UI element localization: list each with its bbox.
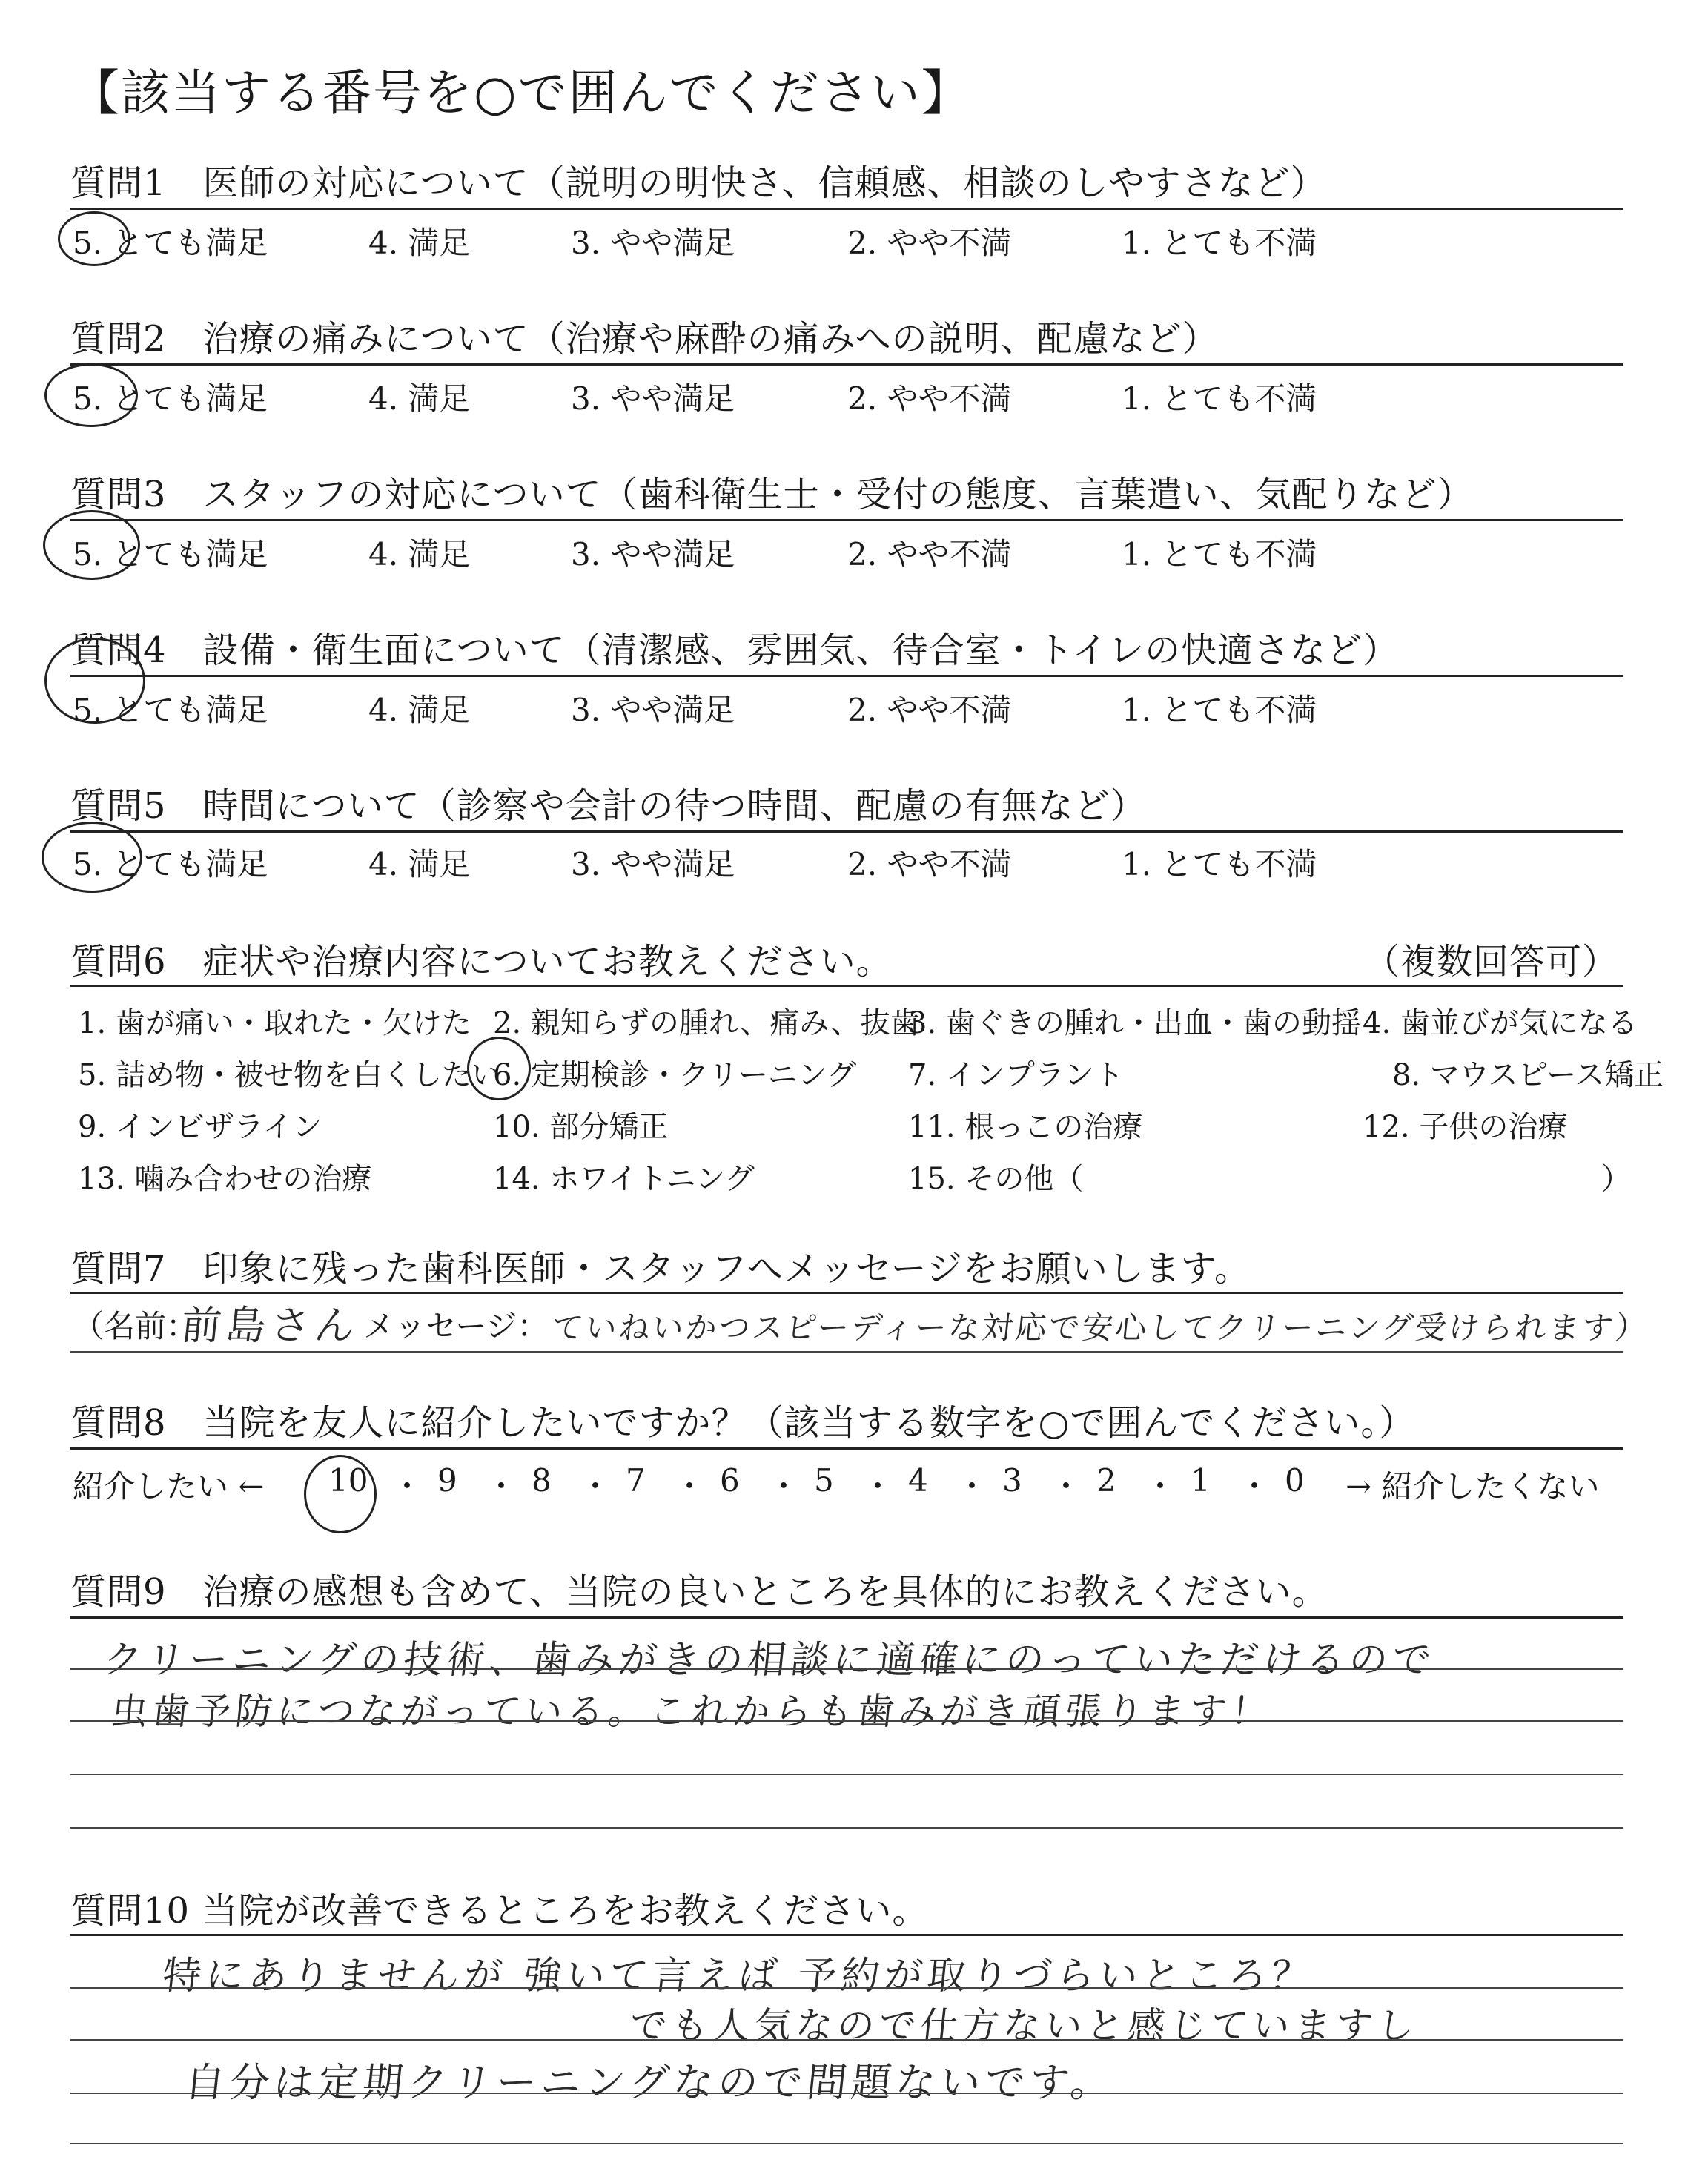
q9-line-4 bbox=[70, 1827, 1623, 1829]
q8-number-2[interactable]: 2 bbox=[1096, 1462, 1116, 1499]
q8-dot: ・ bbox=[768, 1468, 800, 1505]
q1-option-5[interactable]: 5. とても満足 bbox=[73, 225, 268, 261]
q6-option-7[interactable]: 7. インプラント bbox=[908, 1058, 1124, 1092]
q10-line-1 bbox=[70, 1987, 1623, 1989]
q8-number-4[interactable]: 4 bbox=[908, 1462, 928, 1499]
q6-option-11[interactable]: 11. 根っこの治療 bbox=[908, 1110, 1143, 1144]
q8-number-1[interactable]: 1 bbox=[1191, 1462, 1211, 1499]
q7-name-label: （名前： bbox=[73, 1308, 198, 1344]
q8-number-8[interactable]: 8 bbox=[532, 1462, 552, 1499]
q5-selection-circle bbox=[42, 822, 142, 893]
q9-answer-line-2[interactable]: 虫歯予防につながっている。これからも歯みがき頑張ります！ bbox=[108, 1690, 1275, 1733]
q3-option-5[interactable]: 5. とても満足 bbox=[73, 536, 268, 572]
page-title: 【該当する番号を○で囲んでください】 bbox=[70, 65, 972, 122]
q8-left-label: 紹介したい ← bbox=[73, 1468, 265, 1505]
q3-option-3[interactable]: 3. やや満足 bbox=[571, 536, 735, 572]
q8-number-3[interactable]: 3 bbox=[1002, 1462, 1022, 1499]
q7-message-label: メッセージ： bbox=[363, 1308, 549, 1344]
q4-option-4[interactable]: 4. 満足 bbox=[368, 692, 471, 728]
q10-line-3 bbox=[70, 2093, 1623, 2094]
q10-answer-line-1[interactable]: 特にありませんが 強いて言えば 予約が取りづらいところ？ bbox=[160, 1954, 1317, 1998]
q6-option-15[interactable]: 15. その他（ bbox=[908, 1162, 1084, 1196]
q7-message-value[interactable]: ていねいかつスピーディーな対応で安心してクリーニング受けられます） bbox=[550, 1309, 1651, 1346]
q2-option-2[interactable]: 2. やや不満 bbox=[847, 380, 1012, 417]
q8-dot: ・ bbox=[486, 1468, 517, 1505]
question-1-title: 質問1 医師の対応について（説明の明快さ、信頼感、相談のしやすさなど） bbox=[70, 162, 1327, 204]
q5-option-2[interactable]: 2. やや不満 bbox=[847, 846, 1012, 882]
q8-number-7[interactable]: 7 bbox=[626, 1462, 646, 1499]
question-10-rule bbox=[70, 1934, 1623, 1936]
question-9-rule bbox=[70, 1616, 1623, 1619]
q1-option-4[interactable]: 4. 満足 bbox=[368, 225, 471, 261]
q1-option-3[interactable]: 3. やや満足 bbox=[571, 225, 735, 261]
q5-option-5[interactable]: 5. とても満足 bbox=[73, 846, 268, 882]
q3-option-1[interactable]: 1. とても不満 bbox=[1122, 536, 1317, 572]
q1-option-2[interactable]: 2. やや不満 bbox=[847, 225, 1012, 261]
q2-option-3[interactable]: 3. やや満足 bbox=[571, 380, 735, 417]
question-6-rule bbox=[70, 985, 1623, 987]
q8-dot: ・ bbox=[674, 1468, 706, 1505]
q6-option-1[interactable]: 1. 歯が痛い・取れた・欠けた bbox=[78, 1006, 471, 1040]
q8-right-label: → 紹介したくない bbox=[1345, 1468, 1600, 1505]
q6-option-13[interactable]: 13. 噛み合わせの治療 bbox=[78, 1162, 372, 1196]
q6-option-3[interactable]: 3. 歯ぐきの腫れ・出血・歯の動揺 bbox=[908, 1006, 1361, 1040]
q4-option-2[interactable]: 2. やや不満 bbox=[847, 692, 1012, 728]
question-6-title: 質問6 症状や治療内容についてお教えください。 bbox=[70, 941, 893, 982]
q8-number-9[interactable]: 9 bbox=[437, 1462, 457, 1499]
question-1-rule bbox=[70, 208, 1623, 210]
q8-dot: ・ bbox=[580, 1468, 612, 1505]
question-7-title: 質問7 印象に残った歯科医師・スタッフへメッセージをお願いします。 bbox=[70, 1248, 1251, 1289]
q8-dot: ・ bbox=[1145, 1468, 1176, 1505]
question-2-title: 質問2 治療の痛みについて（治療や麻酔の痛みへの説明、配慮など） bbox=[70, 318, 1219, 360]
q6-selection-circle bbox=[467, 1037, 531, 1100]
q2-option-1[interactable]: 1. とても不満 bbox=[1122, 380, 1317, 417]
q9-line-1 bbox=[70, 1668, 1623, 1670]
q4-option-5[interactable]: 5. とても満足 bbox=[73, 692, 268, 728]
q6-option-14[interactable]: 14. ホワイトニング bbox=[493, 1162, 755, 1196]
question-8-title: 質問8 当院を友人に紹介したいですか？（該当する数字を○で囲んでください。） bbox=[70, 1402, 1416, 1444]
q8-number-6[interactable]: 6 bbox=[720, 1462, 740, 1499]
q3-option-2[interactable]: 2. やや不満 bbox=[847, 536, 1012, 572]
q8-dot: ・ bbox=[1050, 1468, 1082, 1505]
question-5-title: 質問5 時間について（診察や会計の待つ時間、配慮の有無など） bbox=[70, 785, 1147, 827]
q2-option-4[interactable]: 4. 満足 bbox=[368, 380, 471, 417]
question-9-title: 質問9 治療の感想も含めて、当院の良いところを具体的にお教えください。 bbox=[70, 1571, 1328, 1613]
question-2-rule bbox=[70, 363, 1623, 366]
q8-selection-circle bbox=[304, 1455, 377, 1533]
q6-option-12[interactable]: 12. 子供の治療 bbox=[1363, 1110, 1568, 1144]
q6-option-10[interactable]: 10. 部分矯正 bbox=[493, 1110, 669, 1144]
q8-dot: ・ bbox=[1239, 1468, 1271, 1505]
question-4-rule bbox=[70, 675, 1623, 677]
q5-option-3[interactable]: 3. やや満足 bbox=[571, 846, 735, 882]
q3-selection-circle bbox=[43, 510, 140, 580]
question-8-rule bbox=[70, 1447, 1623, 1450]
q7-name-value[interactable]: 前島さん bbox=[179, 1302, 362, 1349]
q4-selection-circle bbox=[44, 638, 145, 724]
q8-dot: ・ bbox=[956, 1468, 988, 1505]
q6-option-5[interactable]: 5. 詰め物・被せ物を白くしたい bbox=[78, 1058, 501, 1092]
q6-option-6[interactable]: 6. 定期検診・クリーニング bbox=[493, 1058, 857, 1092]
q10-answer-line-2[interactable]: でも人気なので仕方ないと感じていますし bbox=[627, 2004, 1421, 2047]
q10-line-2 bbox=[70, 2039, 1623, 2041]
q2-option-5[interactable]: 5. とても満足 bbox=[73, 380, 268, 417]
q9-line-2 bbox=[70, 1720, 1623, 1722]
q6-option-8[interactable]: 8. マウスピース矯正 bbox=[1392, 1058, 1664, 1092]
question-3-title: 質問3 スタッフの対応について（歯科衛生士・受付の態度、言葉遣い、気配りなど） bbox=[70, 474, 1474, 515]
q10-answer-line-3[interactable]: 自分は定期クリーニングなので問題ないです。 bbox=[182, 2059, 1118, 2106]
q6-option-4[interactable]: 4. 歯並びが気になる bbox=[1363, 1006, 1638, 1040]
q9-answer-line-1[interactable]: クリーニングの技術、歯みがきの相談に適確にのっていただけるので bbox=[101, 1638, 1438, 1682]
question-5-rule bbox=[70, 830, 1623, 833]
q10-line-4 bbox=[70, 2143, 1623, 2144]
q5-option-1[interactable]: 1. とても不満 bbox=[1122, 846, 1317, 882]
q9-line-3 bbox=[70, 1774, 1623, 1775]
q1-selection-circle bbox=[58, 211, 130, 266]
question-3-rule bbox=[70, 519, 1623, 521]
q2-selection-circle bbox=[44, 363, 138, 427]
q6-option-2[interactable]: 2. 親知らずの腫れ、痛み、抜歯 bbox=[493, 1006, 920, 1040]
q4-option-1[interactable]: 1. とても不満 bbox=[1122, 692, 1317, 728]
question-7-bottom-rule bbox=[70, 1351, 1623, 1353]
q4-option-3[interactable]: 3. やや満足 bbox=[571, 692, 735, 728]
q8-dot: ・ bbox=[862, 1468, 894, 1505]
question-10-title: 質問10 当院が改善できるところをお教えください。 bbox=[70, 1890, 929, 1932]
question-4-title: 質問4 設備・衛生面について（清潔感、雰囲気、待合室・トイレの快適さなど） bbox=[70, 630, 1400, 671]
q3-option-4[interactable]: 4. 満足 bbox=[368, 536, 471, 572]
q1-option-1[interactable]: 1. とても不満 bbox=[1122, 225, 1317, 261]
q6-option-9[interactable]: 9. インビザライン bbox=[78, 1110, 322, 1144]
q8-dot: ・ bbox=[391, 1468, 423, 1505]
q8-number-5[interactable]: 5 bbox=[814, 1462, 834, 1499]
q5-option-4[interactable]: 4. 満足 bbox=[368, 846, 471, 882]
q8-number-0[interactable]: 0 bbox=[1285, 1462, 1305, 1499]
q6-option-15-close: ） bbox=[1601, 1162, 1631, 1196]
q8-number-10[interactable]: 10 bbox=[328, 1462, 368, 1499]
question-6-note: （複数回答可） bbox=[1364, 941, 1619, 982]
